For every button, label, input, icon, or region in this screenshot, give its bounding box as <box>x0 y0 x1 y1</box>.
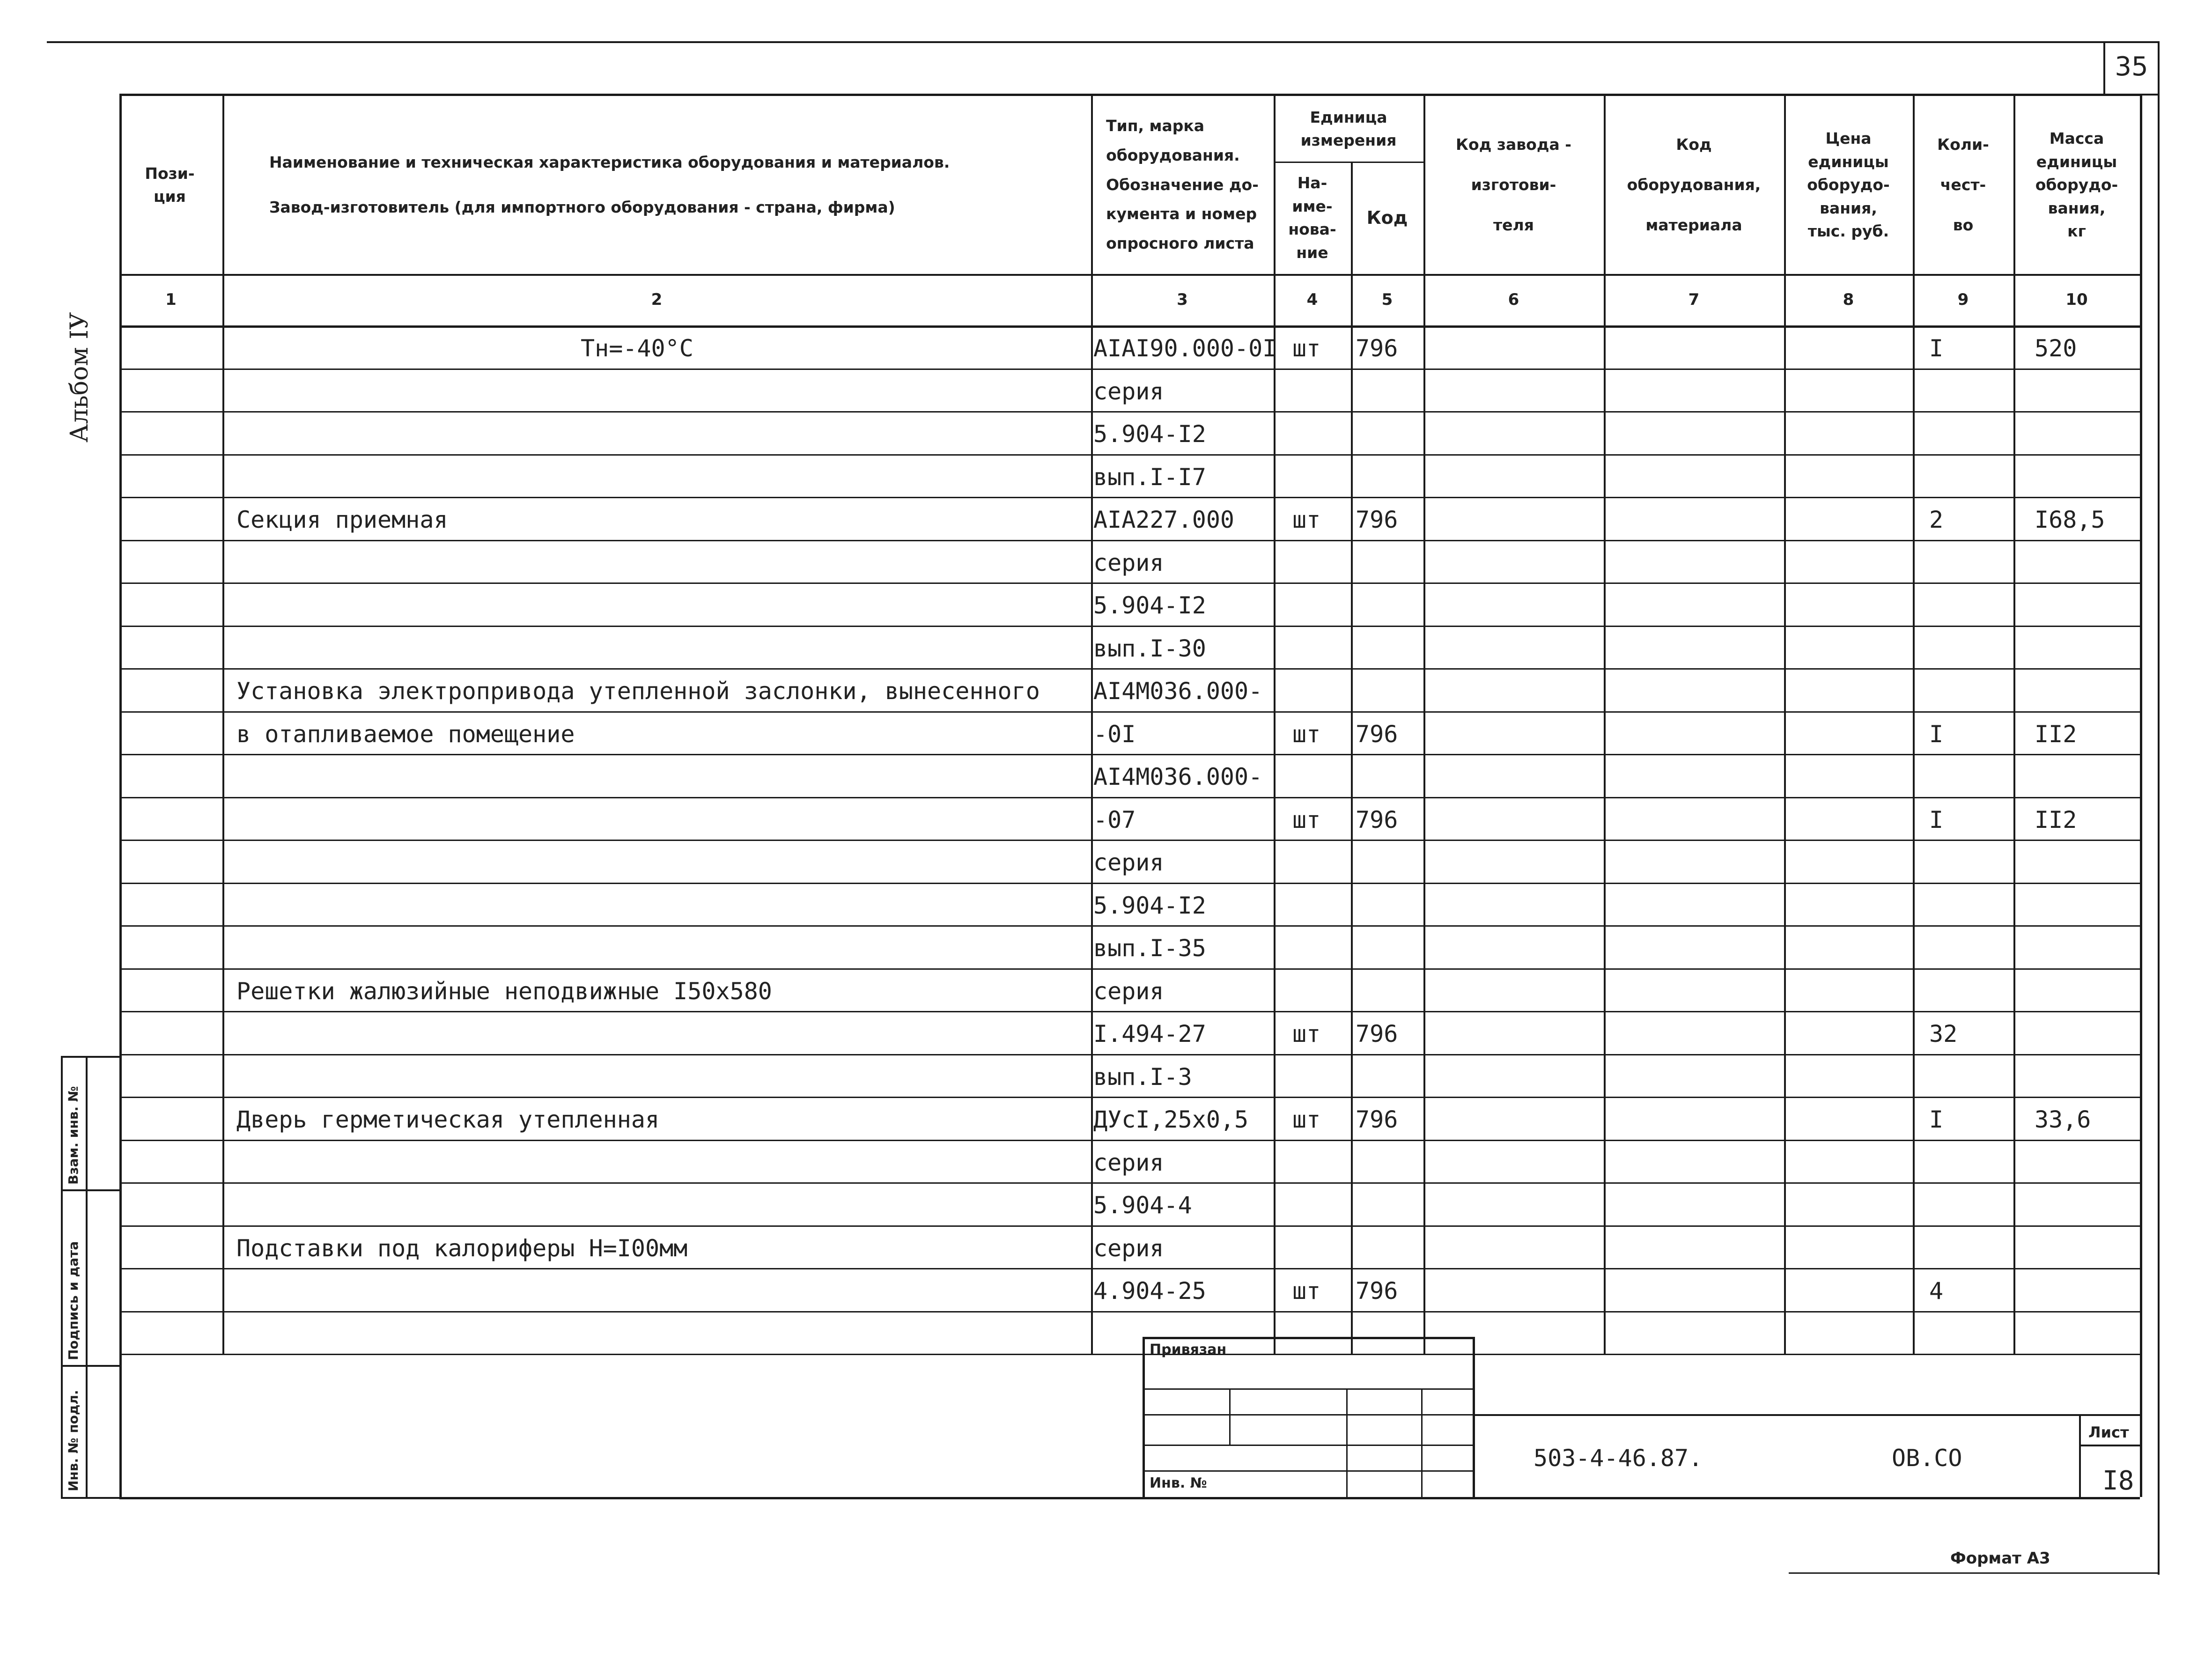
cell-type: ДУсI,25х0,5 <box>1093 1106 1249 1133</box>
side-stamp-rule <box>61 1365 119 1367</box>
cell-unit: шт <box>1292 720 1321 748</box>
header-bottom <box>119 274 2140 276</box>
side-stamp-label: Подпись и дата <box>66 1241 81 1360</box>
row-rule <box>119 369 2140 370</box>
cell-mass: 520 <box>2035 335 2077 362</box>
cell-type: АIА227.000 <box>1093 506 1235 533</box>
cell-qty: 2 <box>1929 506 1944 533</box>
cell-name: Установка электропривода утепленной заслонки, вынесенного <box>236 678 1040 705</box>
cell-type: 4.904-25 <box>1093 1277 1206 1305</box>
cell-type: 5.904-I2 <box>1093 892 1206 919</box>
column-rule <box>2013 94 2015 1354</box>
stamp-attached: Привязан <box>1150 1342 1227 1358</box>
cell-code: 796 <box>1356 1020 1398 1047</box>
cell-qty: 4 <box>1929 1277 1944 1305</box>
header-unit-code: Код <box>1366 207 1408 228</box>
cell-name: в отапливаемое помещение <box>236 720 575 748</box>
column-rule <box>1913 94 1915 1354</box>
stamp-rule <box>1143 1388 1473 1390</box>
cell-qty: I <box>1929 1106 1944 1133</box>
album-label: Альбом IУ <box>66 312 94 442</box>
sheet-bottom <box>119 1497 2140 1499</box>
sheet-rule <box>2079 1445 2140 1446</box>
column-rule <box>1091 94 1093 1354</box>
header-equip-code: Код оборудования, материала <box>1627 135 1761 234</box>
cell-type: АI4М036.000- <box>1093 763 1263 790</box>
header-qty: Коли- чест- во <box>1937 135 1989 234</box>
cell-code: 796 <box>1356 806 1398 833</box>
row-rule <box>119 883 2140 884</box>
header-pos: Пози- ция <box>145 164 195 206</box>
row-rule <box>119 1225 2140 1227</box>
format-rule <box>1789 1572 2159 1574</box>
sheet-left <box>119 1354 122 1497</box>
cell-code: 796 <box>1356 1106 1398 1133</box>
row-rule <box>119 668 2140 670</box>
stamp-top <box>1143 1337 1473 1339</box>
cell-type: 5.904-4 <box>1093 1192 1192 1219</box>
row-rule <box>119 711 2140 713</box>
stamp-rule <box>1143 1470 1473 1472</box>
format-label: Формат А3 <box>1950 1549 2050 1568</box>
cell-unit: шт <box>1292 1106 1321 1133</box>
row-rule <box>119 540 2140 541</box>
stamp-col <box>1346 1388 1348 1497</box>
row-rule <box>119 1097 2140 1098</box>
row-rule <box>119 1140 2140 1141</box>
column-rule <box>2140 94 2142 1354</box>
cell-name: Подставки под калориферы Н=I00мм <box>236 1234 688 1262</box>
row-rule <box>119 497 2140 498</box>
column-rule <box>1604 94 1606 1354</box>
numbers-bottom <box>119 325 2140 328</box>
row-rule <box>119 1354 2140 1355</box>
cell-type: серия <box>1093 977 1164 1005</box>
cell-type: серия <box>1093 377 1164 405</box>
cell-type: вып.I-30 <box>1093 634 1206 662</box>
cell-name: Секция приемная <box>236 506 448 533</box>
column-number: 7 <box>1688 290 1700 309</box>
row-rule <box>119 411 2140 413</box>
row-rule <box>119 582 2140 584</box>
header-mass: Масса единицы оборудо- вания, кг <box>2035 129 2118 241</box>
header-type: Тип, марка оборудования. Обозначение до- кумента и номер опросного листа <box>1106 117 1259 253</box>
sheet-col <box>2079 1414 2081 1497</box>
stamp-col <box>1421 1388 1423 1497</box>
cell-mass: I68,5 <box>2035 506 2105 533</box>
column-rule <box>222 94 224 1354</box>
side-stamp-left <box>61 1056 63 1498</box>
cell-code: 796 <box>1356 506 1398 533</box>
cell-mass: II2 <box>2035 806 2077 833</box>
header-plant-code: Код завода - изготови- теля <box>1456 135 1571 234</box>
column-number: 6 <box>1508 290 1519 309</box>
cell-unit: шт <box>1292 1277 1321 1305</box>
row-rule <box>119 925 2140 927</box>
cell-code: 796 <box>1356 335 1398 362</box>
cell-unit: шт <box>1292 506 1321 533</box>
header-name: Наименование и техническая характеристика оборудования и материалов. Завод-изготовитель (для импортного оборудования - страна, фирма) <box>269 153 950 216</box>
stamp-right <box>1473 1337 1475 1497</box>
column-rule <box>1351 162 1353 1354</box>
side-stamp-label: Взам. инв. № <box>66 1086 81 1185</box>
cell-type: I.494-27 <box>1093 1020 1206 1047</box>
cell-type: серия <box>1093 1149 1164 1176</box>
header-price: Цена единицы оборудо- вания, тыс. руб. <box>1807 129 1890 241</box>
cell-qty: I <box>1929 335 1944 362</box>
cell-type: серия <box>1093 849 1164 876</box>
side-stamp-label: Инв. № подл. <box>66 1390 81 1491</box>
sheet-number: I8 <box>2102 1466 2134 1496</box>
cell-name: Дверь герметическая утепленная <box>236 1106 660 1133</box>
sheet-label: Лист <box>2088 1423 2129 1441</box>
cell-type: -0I <box>1093 720 1136 748</box>
cell-type: серия <box>1093 1234 1164 1262</box>
cell-name: Решетки жалюзийные неподвижные I50х580 <box>236 977 772 1005</box>
column-rule <box>119 94 122 1354</box>
row-rule <box>119 968 2140 970</box>
cell-type: 5.904-I2 <box>1093 420 1206 448</box>
cell-type: АIАI90.000-0I <box>1093 335 1277 362</box>
side-stamp-rule <box>61 1056 119 1058</box>
cell-type: АI4М036.000- <box>1093 678 1263 705</box>
column-number: 8 <box>1843 290 1854 309</box>
side-stamp-mid <box>86 1056 88 1498</box>
row-rule <box>119 1182 2140 1184</box>
stamp-col <box>1229 1388 1231 1445</box>
cell-type: вып.I-35 <box>1093 935 1206 962</box>
column-number: 3 <box>1177 290 1188 309</box>
row-rule <box>119 1311 2140 1312</box>
row-rule <box>119 797 2140 798</box>
cell-type: -07 <box>1093 806 1136 833</box>
row-rule <box>119 626 2140 627</box>
column-number: 2 <box>651 290 663 309</box>
page-number: 35 <box>2115 52 2148 82</box>
column-number: 1 <box>165 290 177 309</box>
doc-code: 503-4-46.87. <box>1534 1445 1703 1472</box>
column-rule <box>1274 94 1276 1354</box>
section-code: ОВ.СО <box>1892 1445 1962 1472</box>
column-number: 4 <box>1306 290 1318 309</box>
sheet-right <box>2140 1354 2142 1497</box>
column-number: 10 <box>2065 290 2088 309</box>
column-number: 9 <box>1957 290 1969 309</box>
stamp-left <box>1143 1337 1145 1497</box>
cell-unit: шт <box>1292 335 1321 362</box>
right-frame <box>2158 41 2160 1575</box>
stamp-rule <box>1143 1414 1473 1416</box>
cell-unit: шт <box>1292 806 1321 833</box>
cell-type: вып.I-I7 <box>1093 463 1206 491</box>
header-unit: Единица измерения <box>1300 108 1397 149</box>
cell-code: 796 <box>1356 1277 1398 1305</box>
cell-qty: 32 <box>1929 1020 1958 1047</box>
side-stamp-rule <box>61 1189 119 1191</box>
cell-qty: I <box>1929 806 1944 833</box>
row-rule <box>119 840 2140 841</box>
row-rule <box>119 454 2140 456</box>
cell-type: серия <box>1093 549 1164 576</box>
stamp-rule <box>1143 1445 1473 1446</box>
cell-mass: 33,6 <box>2035 1106 2091 1133</box>
column-rule <box>1784 94 1786 1354</box>
doc-rule <box>1473 1414 2140 1416</box>
column-rule <box>1423 94 1425 1354</box>
cell-name: Тн=-40°С <box>581 335 693 362</box>
stamp-inv: Инв. № <box>1150 1475 1207 1491</box>
column-number: 5 <box>1381 290 1393 309</box>
cell-type: 5.904-I2 <box>1093 592 1206 619</box>
row-rule <box>119 1268 2140 1269</box>
top-rule <box>47 41 2159 43</box>
cell-mass: II2 <box>2035 720 2077 748</box>
cell-qty: I <box>1929 720 1944 748</box>
header-unit-name: На- име- нова- ние <box>1288 174 1336 262</box>
cell-unit: шт <box>1292 1020 1321 1047</box>
row-rule <box>119 1054 2140 1055</box>
cell-type: вып.I-3 <box>1093 1063 1192 1091</box>
row-rule <box>119 754 2140 755</box>
row-rule <box>119 1011 2140 1012</box>
side-stamp-rule <box>61 1497 119 1499</box>
cell-code: 796 <box>1356 720 1398 748</box>
